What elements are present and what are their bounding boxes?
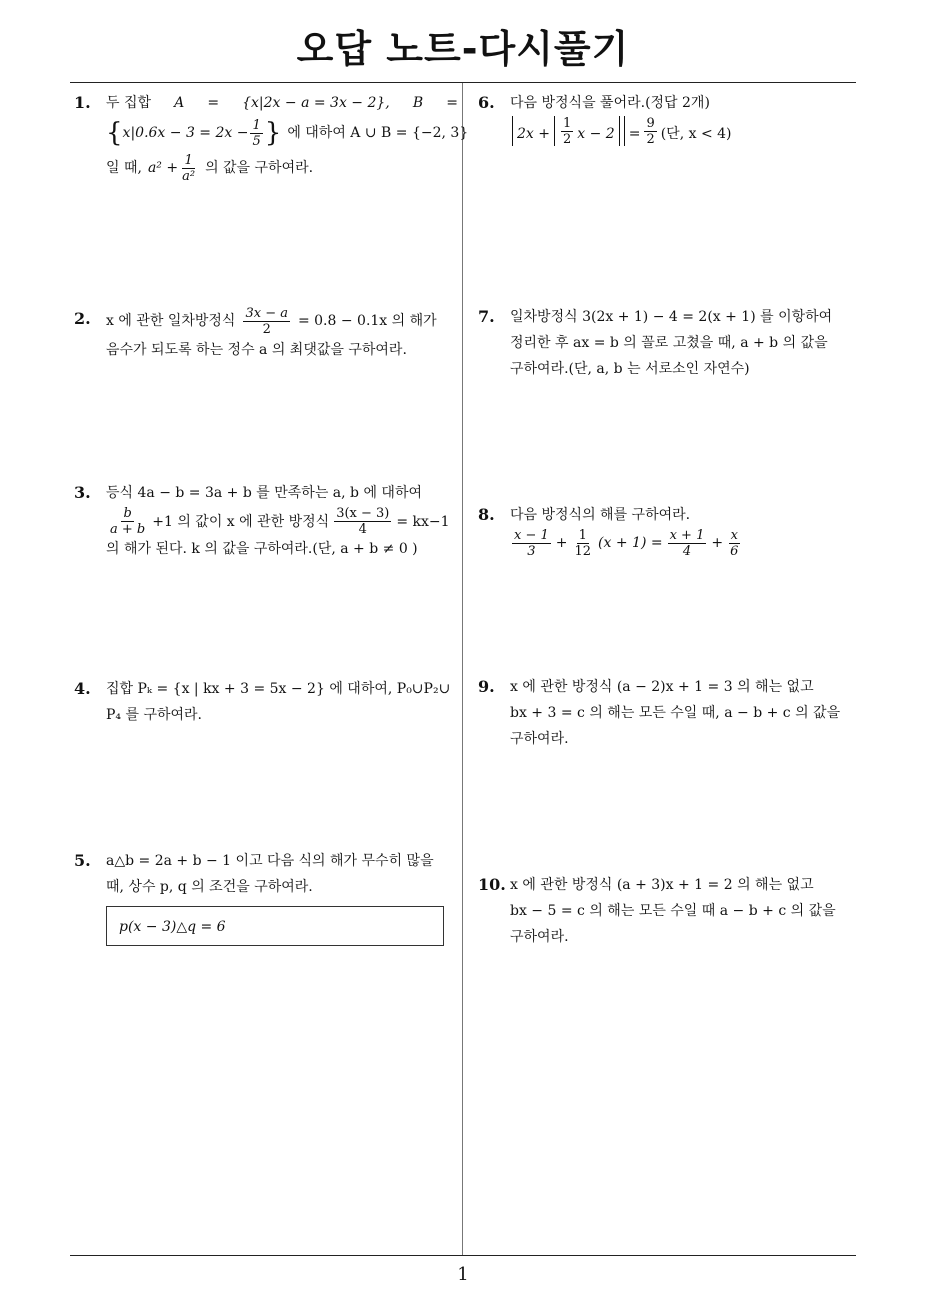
problem-line: 구하여라. — [510, 929, 569, 945]
fraction: $\frac{3x - a}{2}$ — [245, 306, 288, 337]
problem-number: 4. — [74, 679, 91, 698]
column-divider — [462, 83, 463, 1255]
text: 두 집합 — [106, 95, 152, 111]
math: + — [555, 535, 568, 551]
problem-1 — [74, 90, 469, 186]
problem-line: x 에 관한 방정식 (a − 2)x + 1 = 3 의 해는 없고 — [510, 679, 814, 695]
problem-7 — [478, 304, 862, 382]
problem-line: 의 해가 된다. k 의 값을 구하여라.(단, a + b ≠ 0 ) — [106, 541, 418, 557]
page-title: 오답 노트-다시풀기 — [296, 27, 630, 71]
text: 에 대하여 A ∪ B = {−2, 3} — [287, 125, 469, 141]
problem-number: 1. — [74, 93, 91, 112]
problem-number: 9. — [478, 677, 495, 696]
problem-4 — [74, 676, 458, 728]
problem-number: 2. — [74, 309, 91, 328]
problem-line: 구하여라. — [510, 731, 569, 747]
problem-line: 일차방정식 3(2x + 1) − 4 = 2(x + 1) 를 이항하여 — [510, 309, 833, 325]
fraction: $\frac{1}{5}$ — [252, 117, 261, 149]
problem-line: P₄ 를 구하여라. — [106, 707, 203, 723]
equation — [510, 528, 862, 559]
fraction: $\frac{b}{a + b}$ — [110, 506, 146, 537]
problem-number: 6. — [478, 93, 495, 112]
fraction: $\frac{1}{2}$ — [562, 116, 572, 147]
text: +1 의 값이 x 에 관한 방정식 — [152, 514, 330, 530]
math: = — [446, 95, 458, 111]
problem-line: {x|0.6x − 3 = 2x − $\frac{1}{5}$ } 에 대하여 A ∪ B = {−2, 3} — [106, 117, 469, 149]
problem-line — [106, 90, 458, 116]
problem-10 — [478, 872, 862, 950]
problem-5 — [74, 848, 458, 946]
fraction: $\frac{3(x - 3)}{4}$ — [336, 506, 390, 537]
problem-number: 5. — [74, 851, 91, 870]
problem-line — [106, 306, 458, 337]
math: = — [207, 95, 220, 111]
problem-line: 구하여라.(단, a, b 는 서로소인 자연수) — [510, 361, 750, 377]
problem-number: 10. — [478, 875, 506, 894]
problem-line: 집합 Pₖ = {x | kx + 3 = 5x − 2} 에 대하여, P₀∪P₂∪ — [106, 681, 451, 697]
fraction: $\frac{1}{\text{a²}}$ — [182, 152, 196, 184]
problem-number: 7. — [478, 307, 495, 326]
math: (x + 1) = — [598, 535, 663, 551]
bottom-rule — [70, 1255, 856, 1256]
text: (단, x < 4) — [660, 126, 732, 142]
text: 의 값을 구하여라. — [205, 160, 314, 176]
math: B — [412, 95, 424, 111]
math: + — [711, 535, 724, 551]
problem-3 — [74, 480, 458, 560]
text: = kx−1 — [396, 514, 450, 530]
text: 일 때, — [106, 160, 142, 176]
problem-line: 다음 방정식의 해를 구하여라. — [510, 507, 691, 523]
problem-line: 정리한 후 ax = b 의 꼴로 고쳤을 때, a + b 의 값을 — [510, 335, 828, 351]
problem-line: x 에 관한 방정식 (a + 3)x + 1 = 2 의 해는 없고 — [510, 877, 814, 893]
top-rule — [70, 82, 856, 83]
math: A — [174, 95, 185, 111]
problem-6 — [478, 90, 862, 152]
problem-line: bx − 5 = c 의 해는 모든 수일 때 a − b + c 의 값을 — [510, 903, 836, 919]
math: 2x + — [517, 126, 550, 142]
problem-line: 음수가 되도록 하는 정수 a 의 최댓값을 구하여라. — [106, 342, 407, 358]
fraction: $\frac{1}{12}$ — [574, 528, 592, 559]
math: a² + — [147, 160, 179, 176]
problem-number: 8. — [478, 505, 495, 524]
problem-line — [106, 150, 458, 186]
text: = 0.8 − 0.1x 의 해가 — [297, 313, 437, 329]
problem-9 — [478, 674, 862, 752]
problem-line — [106, 506, 458, 538]
math: x|0.6x − 3 = 2x − — [122, 125, 249, 141]
problem-line: 때, 상수 p, q 의 조건을 구하여라. — [106, 879, 313, 895]
math: {x|2x − a = 3x − 2}, — [242, 95, 390, 111]
problem-line: 등식 4a − b = 3a + b 를 만족하는 a, b 에 대하여 — [106, 485, 422, 501]
fraction: $\frac{9}{2}$ — [646, 116, 655, 147]
equation: 2x + $\frac{1}{2}$ x − 2 = $\frac{9}{2}$ (단, x < 4) — [510, 116, 862, 152]
condition-box: p(x − 3)△q = 6 — [106, 906, 444, 946]
problem-line: a△b = 2a + b − 1 이고 다음 식의 해가 무수히 많을 — [106, 853, 434, 869]
problem-line: bx + 3 = c 의 해는 모든 수일 때, a − b + c 의 값을 — [510, 705, 841, 721]
fraction: $\frac{x + 1}{4}$ — [669, 528, 705, 559]
problem-line: 다음 방정식을 풀어라.(정답 2개) — [510, 95, 710, 111]
math: x − 2 — [577, 126, 615, 142]
problem-2 — [74, 306, 458, 363]
problem-number: 3. — [74, 483, 91, 502]
fraction: $\frac{x - 1}{3}$ — [514, 528, 549, 559]
fraction: $\frac{x}{6}$ — [730, 528, 739, 559]
page-number: 1 — [457, 1264, 469, 1285]
text: x 에 관한 일차방정식 — [106, 313, 236, 329]
problem-8 — [478, 502, 862, 559]
